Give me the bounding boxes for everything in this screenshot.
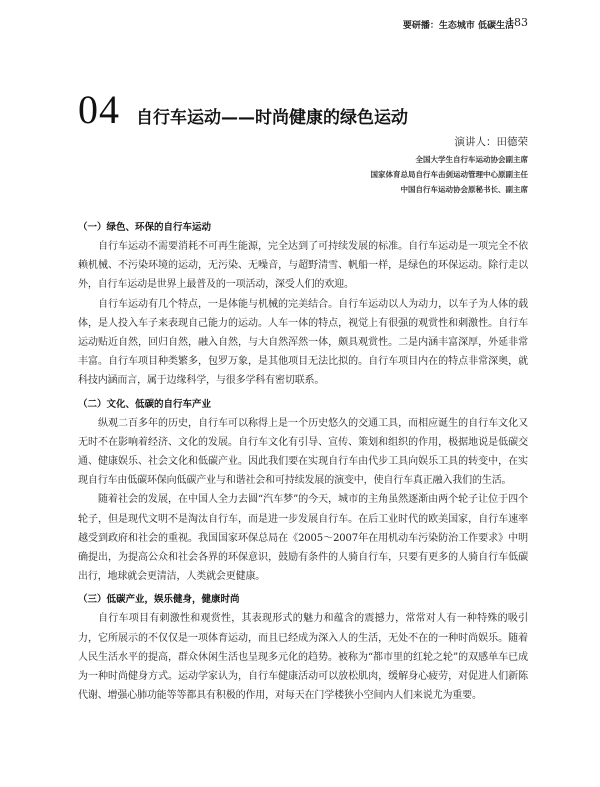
affiliation-line: 中国自行车运动协会原秘书长、副主席 <box>400 185 528 194</box>
running-head: 要研播：生态城市 低碳生活 <box>402 21 514 31</box>
section-heading: （三）低碳产业，娱乐健身，健康时尚 <box>78 594 240 606</box>
chapter-title: 自行车运动——时尚健康的绿色运动 <box>136 108 408 128</box>
section-heading: （一）绿色、环保的自行车运动 <box>78 222 212 233</box>
affiliation-line: 全国大学生自行车运动协会副主席 <box>415 155 528 164</box>
page-number: 183 <box>507 16 528 29</box>
speaker-line: 演讲人：田德荣 <box>454 136 528 148</box>
body-paragraph: 自行车项目有刺激性和观赏性，其表现形式的魅力和蕴含的震撼力，常常对人有一种特殊的吸引力，它所展示的不仅仅是一项体育运动，而且已经成为深入人的生活，无处不在的一种时尚娱乐。随着人民生活水平的提高，群众休闲生活也呈现多元化的趋势。被称为“都市里的红轮之轮”的双感单车已成为一种时尚健身方式。运动学家认为，自行车健康活动可以放松肌肉，缓解身心疲劳，对促进人们新陈代谢、增强心肺功能等等都具有积极的作用，对每天在门学楼狭小空间内人们来说尤为重要。 <box>78 613 528 702</box>
chapter-number: 04 <box>78 87 120 132</box>
body-content <box>78 214 528 705</box>
speaker-affiliations <box>371 152 529 197</box>
body-paragraph: 纵观二百多年的历史，自行车可以称得上是一个历史悠久的交通工具，而相应诞生的自行车文化又无时不在影响着经济、文化的发展。自行车文化有引导、宣传、策划和组织的作用，极据地说是低碳交通、健康娱乐、社会文化和低碳产业。因此我们要在实现自行车由代步工具向娱乐工具的转变中，在实现自行车由低碳环保向低碳产业与和谐社会和可持续发展的演变中，使自行车真正融入我们的生活。 <box>78 417 528 487</box>
chapter-heading <box>78 86 408 133</box>
body-paragraph: 自行车运动不需要消耗不可再生能源，完全达到了可持续发展的标准。自行车运动是一项完全不依赖机械、不污染环境的运动，无污染、无噪音，与超野清雪、帆船一样，是绿色的环保运动。除行走以外，自行车运动是世界上最普及的一项活动，深受人们的欢迎。 <box>78 241 528 291</box>
affiliation-line: 国家体育总局自行车击剑运动管理中心原副主任 <box>370 170 528 179</box>
body-paragraph: 随着社会的发展，在中国人全力去圆“汽车梦”的今天，城市的主角虽然逐渐由两个轮子让位于四个轮子，但是现代文明不是淘汰自行车，而是进一步发展自行车。在后工业时代的欧美国家，自行车速率越受到政府和社会的重视。我国国家环保总局在《2005～2007年在用机动车污染防治工作要求》中明确提出，为提高公众和社会各界的环保意识，鼓励有条件的人骑自行车，只要有更多的人骑自行车低碳出行，地球就会更清洁，人类就会更健康。 <box>78 494 528 583</box>
body-paragraph: 自行车运动有几个特点，一是体能与机械的完美结合。自行车运动以人为动力，以车子为人体的载体，是人投入车子来表现自己能力的运动。人车一体的特点，视觉上有很强的观赏性和刺激性。自行车运动贴近自然，回归自然，融入自然，与大自然浑然一体，颇具观赏性。二是内涵丰富深厚，外延非常丰富。自行车项目种类繁多，包罗万象，是其他项目无法比拟的。自行车项目内在的特点非常深奥，就科技内涵而言，属于边缘科学，与很多学科有密切联系。 <box>78 298 528 387</box>
section-heading: （二）文化、低碳的自行车产业 <box>78 398 212 410</box>
